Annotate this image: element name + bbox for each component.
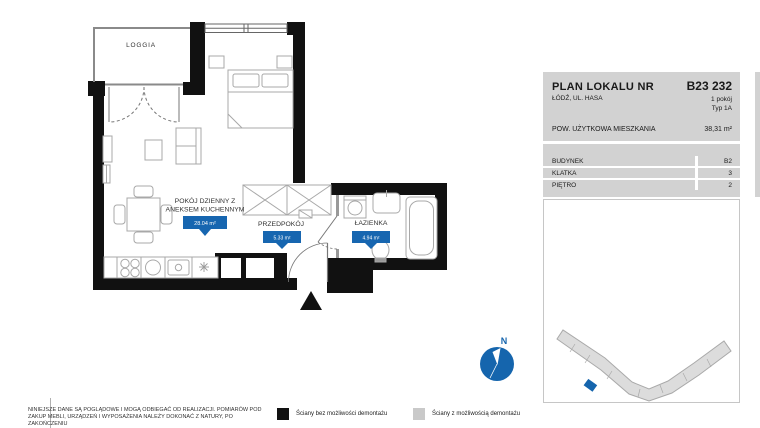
solid-wall-swatch-icon	[277, 408, 289, 420]
legend-label: Ściany z możliwością demontażu	[432, 411, 521, 417]
row-label: PIĘTRO	[552, 181, 577, 189]
window-icon	[205, 24, 287, 33]
site-plan	[544, 200, 740, 403]
compass-icon	[480, 336, 514, 381]
site-plan-box	[544, 200, 740, 403]
row-value: 2	[728, 181, 732, 189]
wardrobe-icon	[243, 185, 331, 218]
room-label-loggia: LOGGIA	[126, 42, 156, 49]
unit-type-col	[711, 95, 732, 113]
rooms-count: 1 pokój	[711, 96, 732, 103]
bed-icon	[209, 56, 293, 128]
room-label-hall: PRZEDPOKÓJ	[257, 221, 305, 228]
row-value: 3	[728, 169, 732, 177]
loggia-walls	[93, 27, 190, 85]
kitchen-counter-icon	[104, 257, 218, 278]
room-label-living-1: POKÓJ DZIENNY Z	[174, 198, 236, 205]
area-value: 38,31 m²	[704, 126, 732, 133]
svg-text:5.33 m²: 5.33 m²	[273, 235, 291, 242]
usable-area-row	[552, 126, 732, 133]
table-row-klatka	[543, 168, 740, 180]
shelf-radiator-icons	[103, 136, 112, 183]
address: ŁÓDŹ, UL. HASA	[552, 95, 603, 102]
page-title: PLAN LOKALU NR	[552, 81, 654, 93]
entrance-arrow-icon	[300, 291, 322, 310]
panel-title-row	[543, 72, 740, 93]
area-badge-living	[183, 216, 227, 236]
disclaimer-text	[28, 407, 268, 428]
details-table	[543, 156, 740, 190]
unit-type: Typ 1A	[711, 105, 732, 112]
right-edge-strip	[755, 72, 760, 197]
table-vertical-divider	[695, 156, 698, 190]
demountable-wall-swatch-icon	[413, 408, 425, 420]
area-badge-hall	[263, 231, 301, 249]
compass-n-label: N	[500, 336, 508, 346]
row-value: B2	[724, 157, 732, 165]
area-label: POW. UŻYTKOWA MIESZKANIA	[552, 126, 656, 133]
legend-item-solid-walls	[277, 408, 387, 420]
dining-table-icon	[114, 186, 172, 243]
svg-text:4.94 m²: 4.94 m²	[362, 235, 380, 242]
walls-solid	[88, 22, 447, 293]
unit-number: B23 232	[686, 79, 732, 93]
info-panel	[543, 72, 740, 197]
table-row-budynek	[543, 156, 740, 168]
kitchen-star-icon	[199, 262, 209, 272]
disclaimer-line-2: ZAKUP MEBLI, URZĄDZEŃ I WYPOSAŻENIA NALEŻY DOKONAĆ Z NATURY, PO ZAKOŃCZENIU	[28, 414, 233, 427]
balcony-door-icon	[109, 87, 179, 122]
entrance-door-icon	[289, 243, 328, 282]
row-label: KLATKA	[552, 169, 577, 177]
panel-divider	[543, 141, 740, 144]
disclaimer-line-1: NINIEJSZE DANE SĄ POGLĄDOWE I MOGĄ ODBIEGAĆ OD REALIZACJI. POMIARÓW POD	[28, 407, 262, 413]
table-row-pietro	[543, 180, 740, 190]
shaft-openings	[221, 258, 274, 278]
room-label-bathroom: ŁAZIENKA	[354, 220, 388, 227]
row-label: BUDYNEK	[552, 157, 584, 165]
legend-label: Ściany bez możliwości demontażu	[296, 411, 388, 417]
svg-text:28.04 m²: 28.04 m²	[194, 221, 216, 227]
sofa-icon	[145, 128, 201, 164]
room-label-living-2: ANEKSEM KUCHENNYM	[165, 206, 245, 214]
legend-item-demountable-walls	[413, 408, 520, 420]
panel-address-row	[543, 93, 740, 113]
